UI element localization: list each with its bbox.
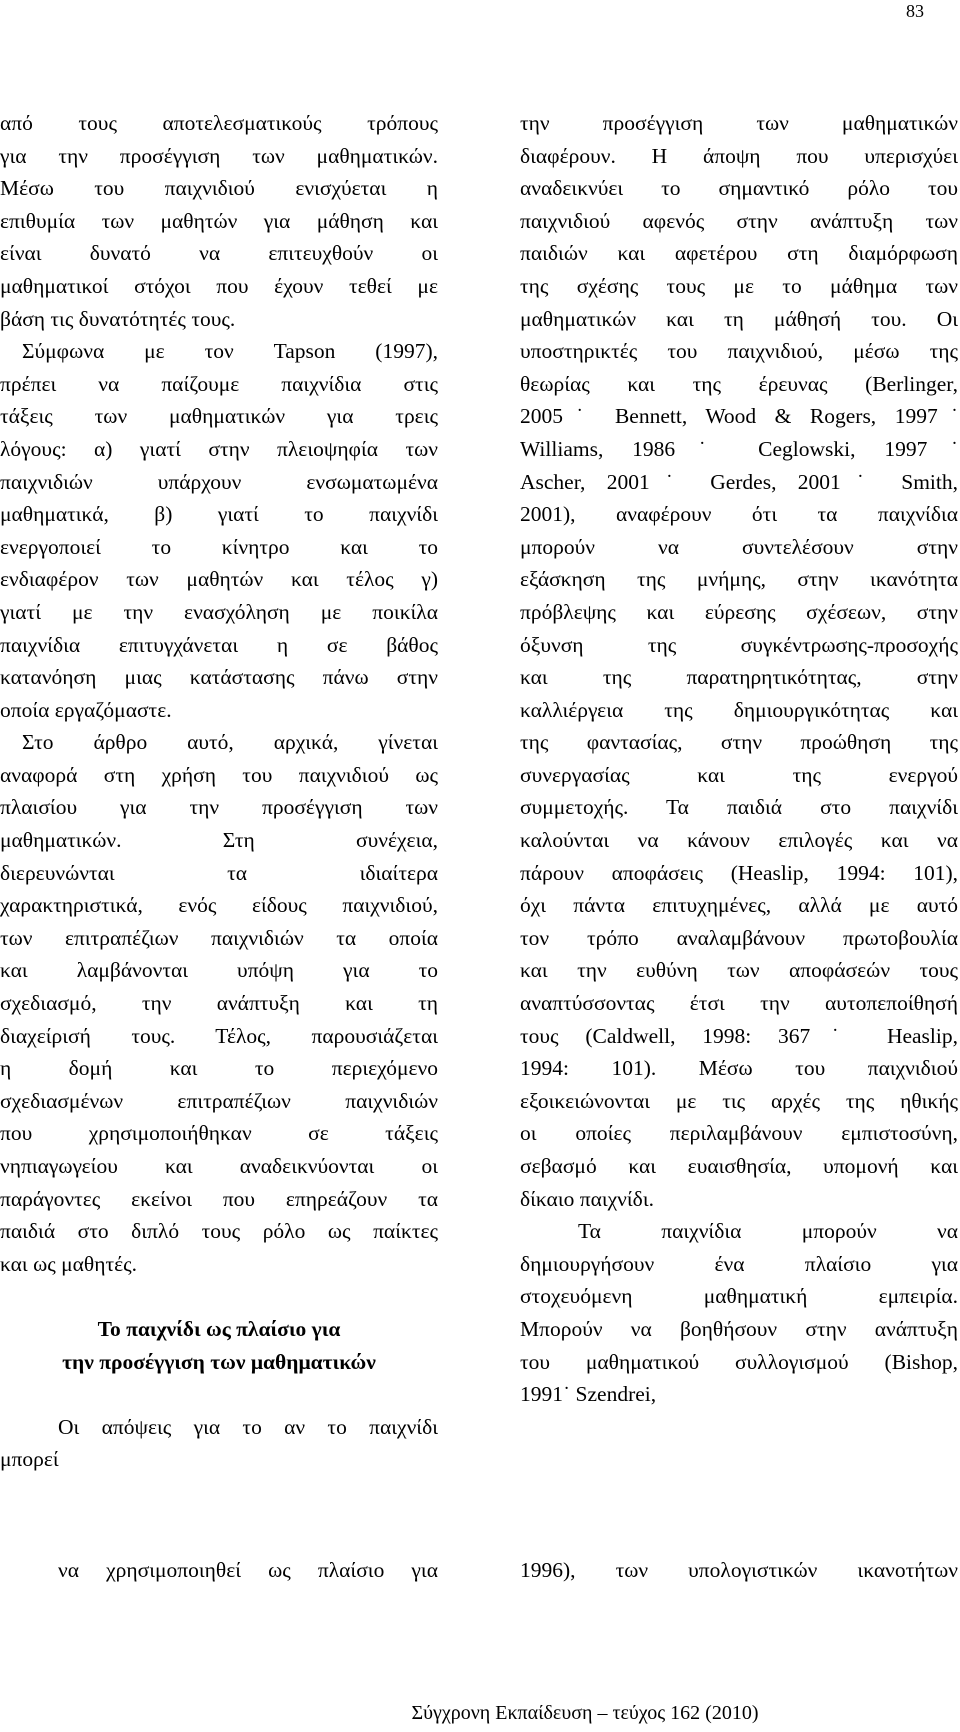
text-line: οι οποίες περιλαμβάνουν εμπιστοσύνη, xyxy=(520,1121,958,1146)
journal-footer: Σύγχρονη Εκπαίδευση – τεύχος 162 (2010) xyxy=(411,1702,759,1724)
text-line: να χρησιμοποιηθεί ως πλαίσιο για xyxy=(58,1558,438,1582)
text-line: της φαντασίας, στην προώθηση της xyxy=(520,730,958,755)
text-line: των επιτραπέζιων παιχνιδιών τα οποία xyxy=(0,925,438,950)
text-line: Σύμφωνα με τον Tapson (1997), xyxy=(22,339,438,364)
text-line: Williams, 1986˙ Ceglowski, 1997˙ xyxy=(520,436,958,461)
text-line: Μπορούν να βοηθήσουν στην ανάπτυξη xyxy=(520,1316,958,1341)
text-line: αναπτύσσοντας έτσι την αυτοπεποίθησή xyxy=(520,991,958,1016)
text-line: γιατί με την ενασχόληση με ποικίλα xyxy=(0,599,438,624)
text-line: εξοικειώνονται με τις αρχές της ηθικής xyxy=(520,1088,958,1113)
text-line: αναδεικνύει το σημαντικό ρόλο του xyxy=(520,176,958,201)
text-line: νηπιαγωγείου και αναδεικνύονται οι xyxy=(0,1154,438,1178)
text-line: σχεδιασμένων επιτραπέζιων παιχνιδιών xyxy=(0,1088,438,1113)
text-line: 2001), αναφέρουν ότι τα παιχνίδια xyxy=(520,502,958,527)
text-line: μαθηματικών και τη μάθησή του. Οι xyxy=(520,306,958,331)
section-heading: Το παιχνίδι ως πλαίσιο για xyxy=(97,1316,341,1341)
text-line: τους (Caldwell, 1998: 367˙ Heaslip, xyxy=(520,1023,958,1048)
left-column xyxy=(0,107,438,1476)
text-line: μπορούν να συντελέσουν στην xyxy=(520,534,958,559)
text-line: Μέσω του παιχνιδιού ενισχύεται η xyxy=(0,176,438,201)
text-line: της σχέσης τους με το μάθημα των xyxy=(520,273,958,298)
text-line: μαθηματικοί στόχοι που έχουν τεθεί με xyxy=(0,273,438,298)
text-line: διαχείρισή τους. Τέλος, παρουσιάζεται xyxy=(0,1023,438,1048)
text-line: για την προσέγγιση των μαθηματικών. xyxy=(0,143,438,168)
right-column xyxy=(520,107,958,1411)
text-line: παράγοντες εκείνοι που επηρεάζουν τα xyxy=(0,1186,438,1211)
text-line: και λαμβάνονται υπόψη για το xyxy=(0,958,438,983)
text-line: παιχνίδια επιτυγχάνεται η σε βάθος xyxy=(0,632,438,657)
text-line: συμμετοχής. Τα παιδιά στο παιχνίδι xyxy=(520,795,958,820)
text-line: την προσέγγιση των μαθηματικών xyxy=(520,111,958,135)
text-line: σχεδιασμό, την ανάπτυξη και τη xyxy=(0,991,438,1016)
text-line: αναφορά στη χρήση του παιχνιδιού ως xyxy=(0,762,438,787)
text-line: από τους αποτελεσματικούς τρόπους xyxy=(0,111,438,135)
text-line: οποία εργαζόμαστε. xyxy=(0,697,172,722)
text-line: μπορεί xyxy=(0,1447,59,1472)
text-line: παιχνιδιών υπάρχουν ενσωματωμένα xyxy=(0,469,438,494)
text-line: ενδιαφέρον των μαθητών και τέλος γ) xyxy=(0,567,438,592)
text-line: Τα παιχνίδια μπορούν να xyxy=(578,1219,958,1244)
text-line: πρέπει να παίζουμε παιχνίδια στις xyxy=(0,371,438,396)
text-line: και της παρατηρητικότητας, στην xyxy=(520,665,958,690)
spacer xyxy=(0,1378,438,1411)
text-line: σεβασμό και ευαισθησία, υπομονή και xyxy=(520,1154,958,1178)
page-number: 83 xyxy=(906,1,924,21)
text-line: 1994: 101). Μέσω του παιχνιδιού xyxy=(520,1056,958,1081)
text-line: τον τρόπο αναλαμβάνουν πρωτοβουλία xyxy=(520,925,958,950)
text-line: τάξεις των μαθηματικών για τρεις xyxy=(0,404,438,429)
text-line: και ως μαθητές. xyxy=(0,1251,137,1276)
text-line: μαθηματικών. Στη συνέχεια, xyxy=(0,828,438,853)
text-line: Ascher, 2001˙ Gerdes, 2001˙ Smith, xyxy=(520,469,958,494)
text-line: του μαθηματικού συλλογισμού (Bishop, xyxy=(520,1349,958,1374)
text-line: κατανόηση μιας κατάστασης πάνω στην xyxy=(0,665,438,690)
text-line: λόγους: α) γιατί στην πλειοψηφία των xyxy=(0,436,438,461)
text-line: συνεργασίας και της ενεργού xyxy=(520,762,958,787)
text-line: χαρακτηριστικά, ενός είδους παιχνιδιού, xyxy=(0,893,438,918)
section-heading: την προσέγγιση των μαθηματικών xyxy=(62,1349,376,1374)
text-line: καλλιέργεια της δημιουργικότητας και xyxy=(520,697,958,722)
text-line: θεωρίας και της έρευνας (Berlinger, xyxy=(520,371,958,396)
text-line: παιδιών και αφετέρου στη διαμόρφωση xyxy=(520,241,958,266)
text-line: πλαισίου για την προσέγγιση των xyxy=(0,795,438,820)
text-line: παιδιά στο διπλό τους ρόλο ως παίκτες xyxy=(0,1219,438,1244)
text-line: πάρουν αποφάσεις (Heaslip, 1994: 101), xyxy=(520,860,958,885)
text-line: δίκαιο παιχνίδι. xyxy=(520,1186,654,1211)
text-line: η δομή και το περιεχόμενο xyxy=(0,1056,438,1081)
text-line: και την ευθύνη των αποφάσεών τους xyxy=(520,958,958,983)
text-line: Οι απόψεις για το αν το παιχνίδι xyxy=(58,1414,438,1439)
spacer xyxy=(0,1280,438,1313)
text-line: διαφέρουν. Η άποψη που υπερισχύει xyxy=(520,143,958,168)
text-line: όχι πάντα επιτυχημένες, αλλά με αυτό xyxy=(520,893,958,918)
text-line: δημιουργήσουν ένα πλαίσιο για xyxy=(520,1251,958,1276)
text-line: 1996), των υπολογιστικών ικανοτήτων xyxy=(520,1558,958,1582)
text-line: στοχευόμενη μαθηματική εμπειρία. xyxy=(520,1284,958,1309)
text-line: 2005˙ Bennett, Wood & Rogers, 1997˙ xyxy=(520,404,958,429)
text-line: μαθηματικά, β) γιατί το παιχνίδι xyxy=(0,502,438,527)
text-line: εξάσκηση της μνήμης, στην ικανότητα xyxy=(520,567,958,592)
text-line: καλούνται να κάνουν επιλογές και να xyxy=(520,828,958,853)
text-line: βάση τις δυνατότητές τους. xyxy=(0,306,236,331)
text-line: ενεργοποιεί το κίνητρο και το xyxy=(0,534,438,559)
text-line: υποστηρικτές του παιχνιδιού, μέσω της xyxy=(520,339,958,364)
text-line: επιθυμία των μαθητών για μάθηση και xyxy=(0,208,438,233)
text-line: πρόβλεψης και εύρεσης σχέσεων, στην xyxy=(520,599,958,624)
text-line: όξυνση της συγκέντρωσης-προσοχής xyxy=(520,632,958,657)
text-line: είναι δυνατό να επιτευχθούν οι xyxy=(0,241,438,266)
text-line: παιχνιδιού αφενός στην ανάπτυξη των xyxy=(520,208,958,233)
text-line: 1991˙ Szendrei, xyxy=(520,1382,657,1407)
text-line: που χρησιμοποιήθηκαν σε τάξεις xyxy=(0,1121,438,1146)
text-line: Στο άρθρο αυτό, αρχικά, γίνεται xyxy=(22,730,438,755)
text-line: διερευνώνται τα ιδιαίτερα xyxy=(0,860,438,885)
